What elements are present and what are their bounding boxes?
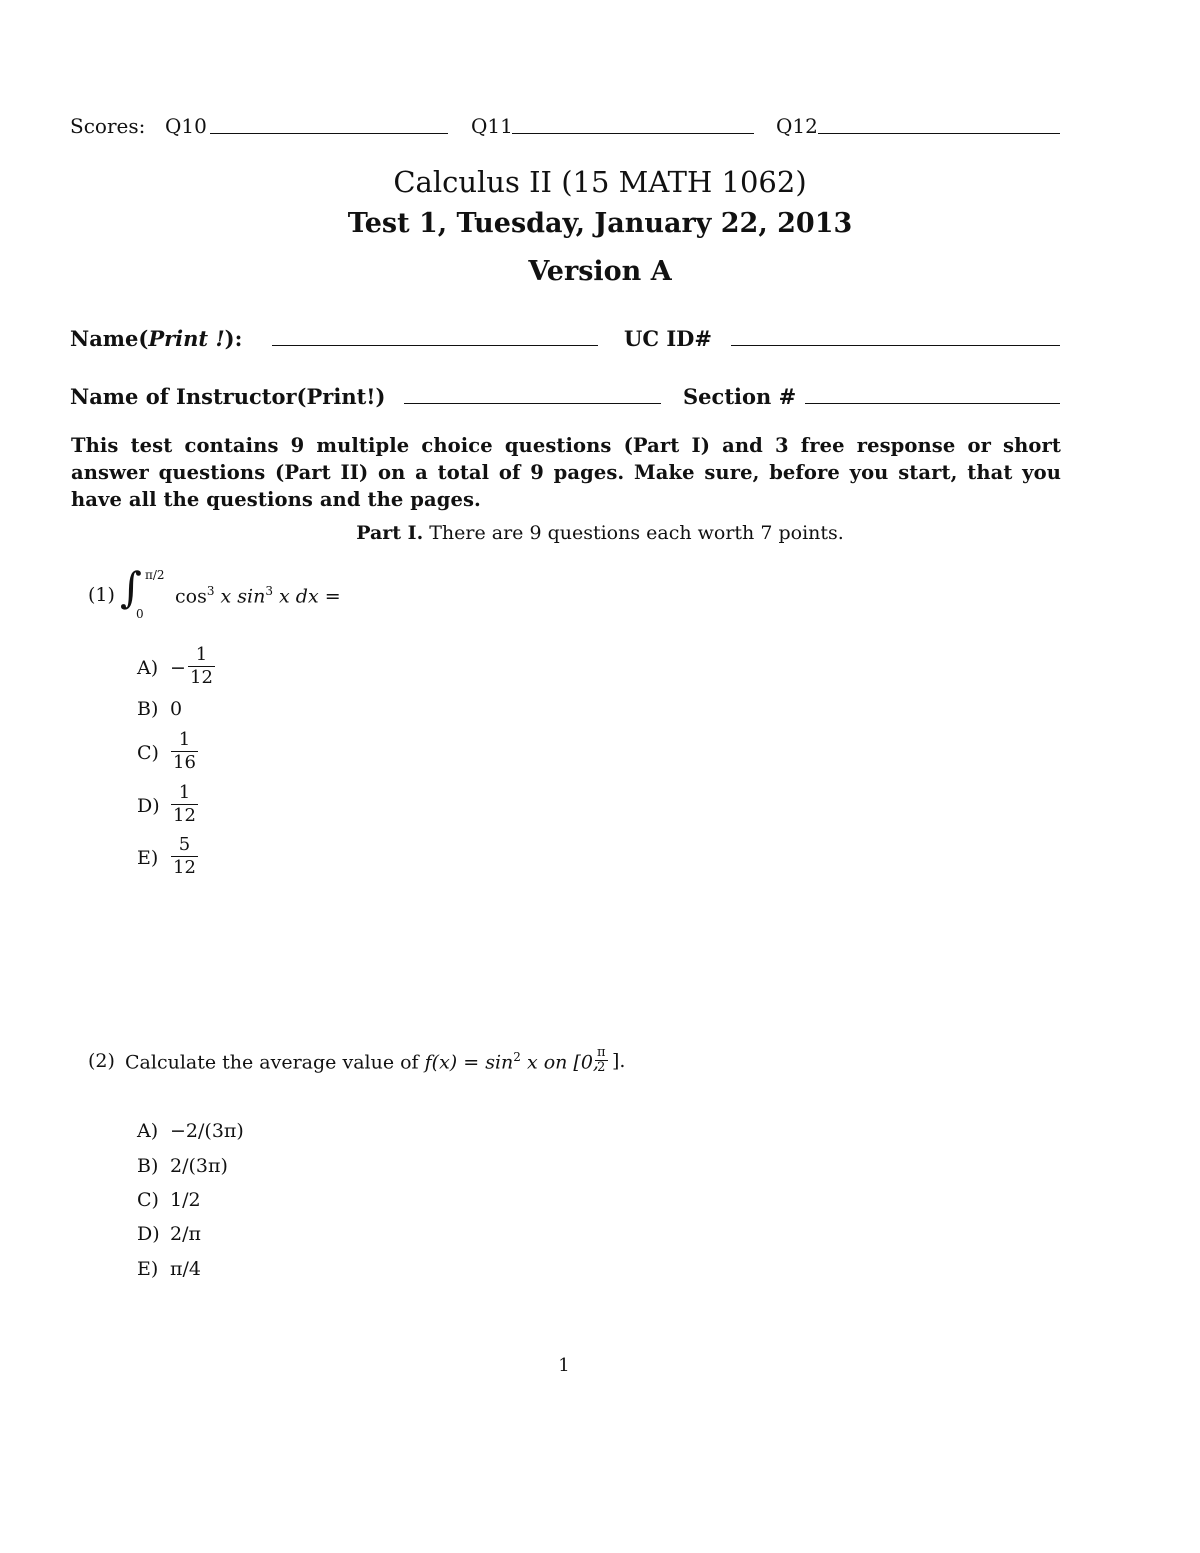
q1-choice-c-label[interactable]: C)	[137, 742, 159, 764]
q1-upper-limit: π/2	[145, 568, 165, 582]
q2-choice-d-label[interactable]: D)	[137, 1223, 160, 1245]
q2-pi-half-fraction: π 2	[597, 1045, 606, 1075]
instructor-label: Name of Instructor(Print!)	[70, 384, 386, 409]
instructions-paragraph: This test contains 9 multiple choice questions (Part I) and 3 free response or short answer questions (Part II) on a total of 9 pages. Make sure, before you start, that you have all the questions and the pages.	[71, 434, 1061, 511]
score-q12-label: Q12	[776, 114, 818, 138]
score-q11-field[interactable]	[512, 133, 754, 134]
q1-lower-limit: 0	[136, 607, 144, 621]
q2-choice-d-value: 2/π	[170, 1223, 201, 1245]
score-q12-field[interactable]	[818, 133, 1060, 134]
page-number: 1	[558, 1355, 570, 1376]
score-q10-field[interactable]	[210, 133, 448, 134]
q1-choice-c-fraction: 1 16	[173, 729, 196, 773]
q2-text: Calculate the average value of $f(x) = \sin^2 x$ on [0,	[125, 1050, 599, 1074]
scores-label: Scores:	[70, 114, 146, 138]
q2-text-end: ].	[612, 1050, 626, 1072]
q1-choice-b-value: 0	[170, 698, 183, 720]
name-label: Name(Print !):	[70, 326, 243, 351]
q1-number: (1)	[88, 584, 115, 606]
q1-choice-a-sign: −	[170, 657, 186, 679]
q2-choice-c-value: 1/2	[170, 1189, 201, 1211]
q2-choice-a-label[interactable]: A)	[137, 1120, 159, 1142]
part1-heading: Part I. There are 9 questions each worth 7 points.	[356, 522, 844, 544]
section-field[interactable]	[805, 403, 1060, 404]
section-label: Section #	[683, 384, 797, 409]
ucid-label: UC ID#	[624, 326, 712, 351]
q1-integrand: $\cos^3 x$ $\sin^3 x$ dx =	[175, 584, 341, 608]
ucid-field[interactable]	[731, 345, 1060, 346]
q2-choice-e-value: π/4	[170, 1258, 201, 1280]
q2-choice-b-value: 2/(3π)	[170, 1155, 228, 1177]
name-field[interactable]	[272, 345, 598, 346]
test-title: Test 1, Tuesday, January 22, 2013	[347, 208, 853, 239]
version-title: Version A	[528, 256, 672, 287]
course-title: Calculus II (15 MATH 1062)	[393, 165, 807, 199]
q2-number: (2)	[88, 1050, 115, 1072]
q1-choice-b-label[interactable]: B)	[137, 698, 159, 720]
instructor-field[interactable]	[404, 403, 661, 404]
q1-choice-e-label[interactable]: E)	[137, 847, 159, 869]
q1-choice-a-label[interactable]: A)	[137, 657, 159, 679]
q1-choice-d-fraction: 1 12	[173, 782, 196, 826]
q2-choice-a-value: −2/(3π)	[170, 1120, 244, 1142]
q1-choice-d-label[interactable]: D)	[137, 795, 160, 817]
q1-choice-e-fraction: 5 12	[173, 834, 196, 878]
score-q10-label: Q10	[165, 114, 207, 138]
q1-choice-a-fraction: 1 12	[190, 644, 213, 688]
score-q11-label: Q11	[471, 114, 513, 138]
q2-choice-b-label[interactable]: B)	[137, 1155, 159, 1177]
q2-choice-c-label[interactable]: C)	[137, 1189, 159, 1211]
integral-sign: ∫	[120, 563, 142, 612]
q2-choice-e-label[interactable]: E)	[137, 1258, 159, 1280]
